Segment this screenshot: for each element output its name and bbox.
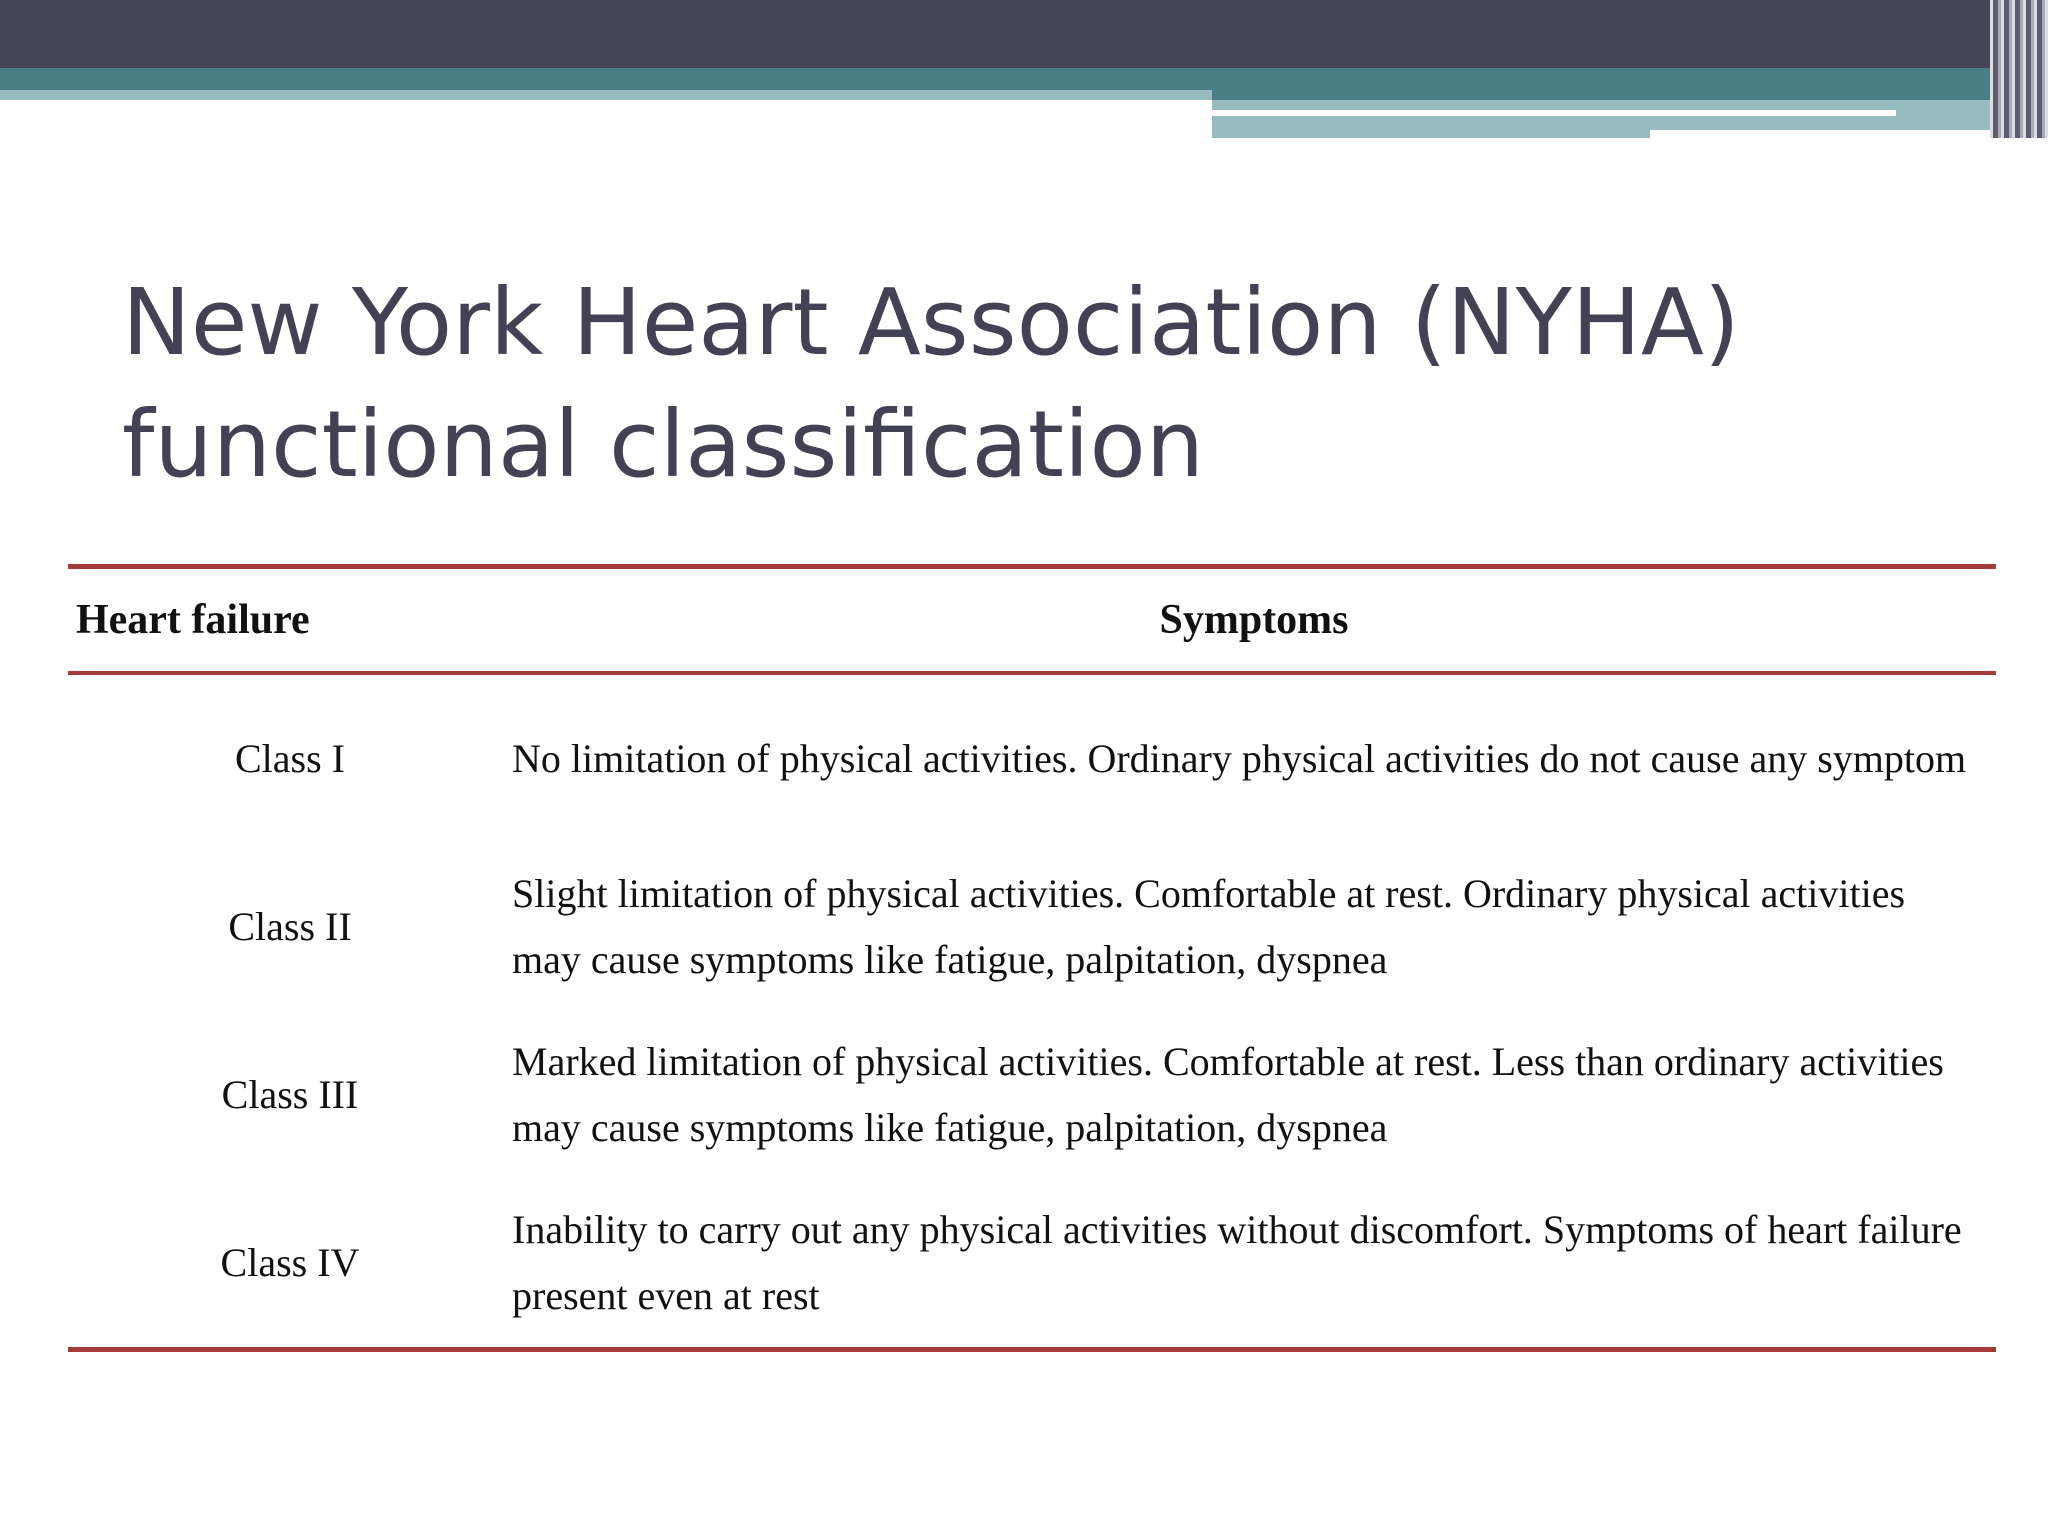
symptom-cell: Inability to carry out any physical activities without discomfort. Symptoms of heart failure present even at rest	[512, 1179, 1996, 1350]
table-row	[68, 673, 1996, 843]
header-band-line	[1212, 110, 1896, 116]
header-band-teal	[0, 68, 2048, 90]
header-band-line	[1650, 130, 2002, 138]
table-row	[68, 1011, 1996, 1179]
header-band-dark	[0, 0, 2048, 68]
nyha-classification-table	[68, 564, 1996, 1352]
column-header-heart-failure: Heart failure	[68, 567, 512, 674]
symptom-cell: Slight limitation of physical activities. Comfortable at rest. Ordinary physical activities may cause symptoms like fatigue, palpitation, dyspnea	[512, 871, 1906, 982]
symptom-cell: No limitation of physical activities. Ordinary physical activities do not cause any symptom	[512, 736, 1967, 781]
symptom-cell: Marked limitation of physical activities. Comfortable at rest. Less than ordinary activities may cause symptoms like fatigue, palpitation, dyspnea	[512, 1039, 1944, 1150]
header-stripes	[1990, 0, 2048, 138]
table-row	[68, 843, 1996, 1011]
column-header-symptoms: Symptoms	[512, 567, 1996, 674]
class-cell: Class III	[221, 1072, 359, 1117]
class-cell: Class II	[228, 904, 352, 949]
header-band-teal-right	[1212, 90, 2048, 100]
header-band-light-left	[0, 90, 1212, 100]
class-cell: Class I	[235, 736, 345, 781]
class-cell: Class IV	[68, 1179, 512, 1350]
slide-title	[122, 262, 1962, 506]
table-row	[68, 1179, 1996, 1350]
table-header-row	[68, 567, 1996, 674]
slide-title-line1: New York Heart Association (NYHA)	[122, 269, 1740, 376]
slide-title-line2: functional classification	[122, 391, 1205, 498]
